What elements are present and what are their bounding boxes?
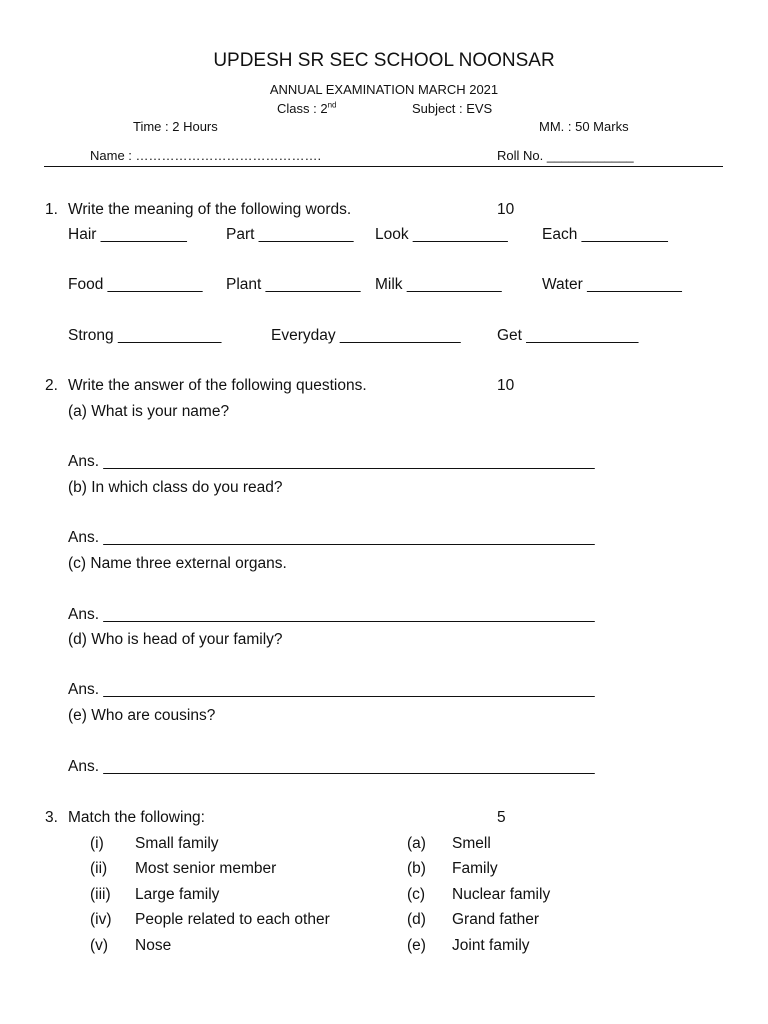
match-left-item: Small family <box>135 835 219 852</box>
match-right-label: (b) <box>407 860 426 877</box>
q1-word-everyday[interactable]: Everyday ______________ <box>271 327 461 344</box>
roll-field[interactable]: Roll No. ____________ <box>497 148 634 163</box>
match-left-item: Large family <box>135 886 220 903</box>
q3-number: 3. <box>45 809 58 826</box>
match-left-label: (i) <box>90 835 104 852</box>
q1-text: Write the meaning of the following words. <box>68 201 352 218</box>
exam-title: ANNUAL EXAMINATION MARCH 2021 <box>269 82 499 97</box>
q1-marks: 10 <box>497 201 515 218</box>
match-left-label: (v) <box>90 937 109 954</box>
q1-word-strong[interactable]: Strong ____________ <box>68 327 222 344</box>
q2-item-b: (b) In which class do you read? <box>68 479 283 496</box>
match-right-item: Grand father <box>452 911 540 928</box>
q2-item-e: (e) Who are cousins? <box>68 707 216 724</box>
match-right-label: (d) <box>407 911 426 928</box>
time-info: Time : 2 Hours <box>133 119 218 134</box>
q1-word-get[interactable]: Get _____________ <box>497 327 639 344</box>
q3-text: Match the following: <box>68 809 205 826</box>
match-right-item: Joint family <box>452 937 530 954</box>
match-left-label: (ii) <box>90 860 108 877</box>
q2-item-c: (c) Name three external organs. <box>68 555 287 572</box>
q2-answer-line-b[interactable]: Ans. _________________________________________________________ <box>68 529 595 546</box>
match-left-item: Most senior member <box>135 860 277 877</box>
q2-text: Write the answer of the following questions. <box>68 377 367 394</box>
name-field[interactable]: Name : ……………………………………. <box>90 148 322 163</box>
match-left-item: People related to each other <box>135 911 330 928</box>
match-right-label: (e) <box>407 937 426 954</box>
q2-answer-line-e[interactable]: Ans. _________________________________________________________ <box>68 758 595 775</box>
match-right-item: Nuclear family <box>452 886 551 903</box>
match-right-label: (a) <box>407 835 426 852</box>
q1-number: 1. <box>45 201 58 218</box>
q1-word-each[interactable]: Each __________ <box>542 226 668 243</box>
match-left-label: (iii) <box>90 886 111 903</box>
q1-word-milk[interactable]: Milk ___________ <box>375 276 502 293</box>
match-right-label: (c) <box>407 886 426 903</box>
q2-item-a: (a) What is your name? <box>68 403 230 420</box>
q1-word-look[interactable]: Look ___________ <box>375 226 508 243</box>
match-right-item: Smell <box>452 835 491 852</box>
q2-answer-line-a[interactable]: Ans. _________________________________________________________ <box>68 453 595 470</box>
q1-word-water[interactable]: Water ___________ <box>542 276 682 293</box>
class-info: Class : 2nd <box>277 100 337 116</box>
q2-item-d: (d) Who is head of your family? <box>68 631 283 648</box>
match-left-label: (iv) <box>90 911 112 928</box>
q1-word-part[interactable]: Part ___________ <box>226 226 354 243</box>
match-left-item: Nose <box>135 937 172 954</box>
q2-answer-line-c[interactable]: Ans. _________________________________________________________ <box>68 606 595 623</box>
subject-info: Subject : EVS <box>412 101 493 116</box>
q1-word-hair[interactable]: Hair __________ <box>68 226 187 243</box>
q2-number: 2. <box>45 377 58 394</box>
header-divider <box>44 166 723 167</box>
q2-marks: 10 <box>497 377 515 394</box>
q3-marks: 5 <box>497 809 506 826</box>
q1-word-plant[interactable]: Plant ___________ <box>226 276 361 293</box>
q2-answer-line-d[interactable]: Ans. _________________________________________________________ <box>68 681 595 698</box>
match-right-item: Family <box>452 860 498 877</box>
school-title: UPDESH SR SEC SCHOOL NOONSAR <box>213 50 555 71</box>
q1-word-food[interactable]: Food ___________ <box>68 276 203 293</box>
max-marks: MM. : 50 Marks <box>539 119 629 134</box>
